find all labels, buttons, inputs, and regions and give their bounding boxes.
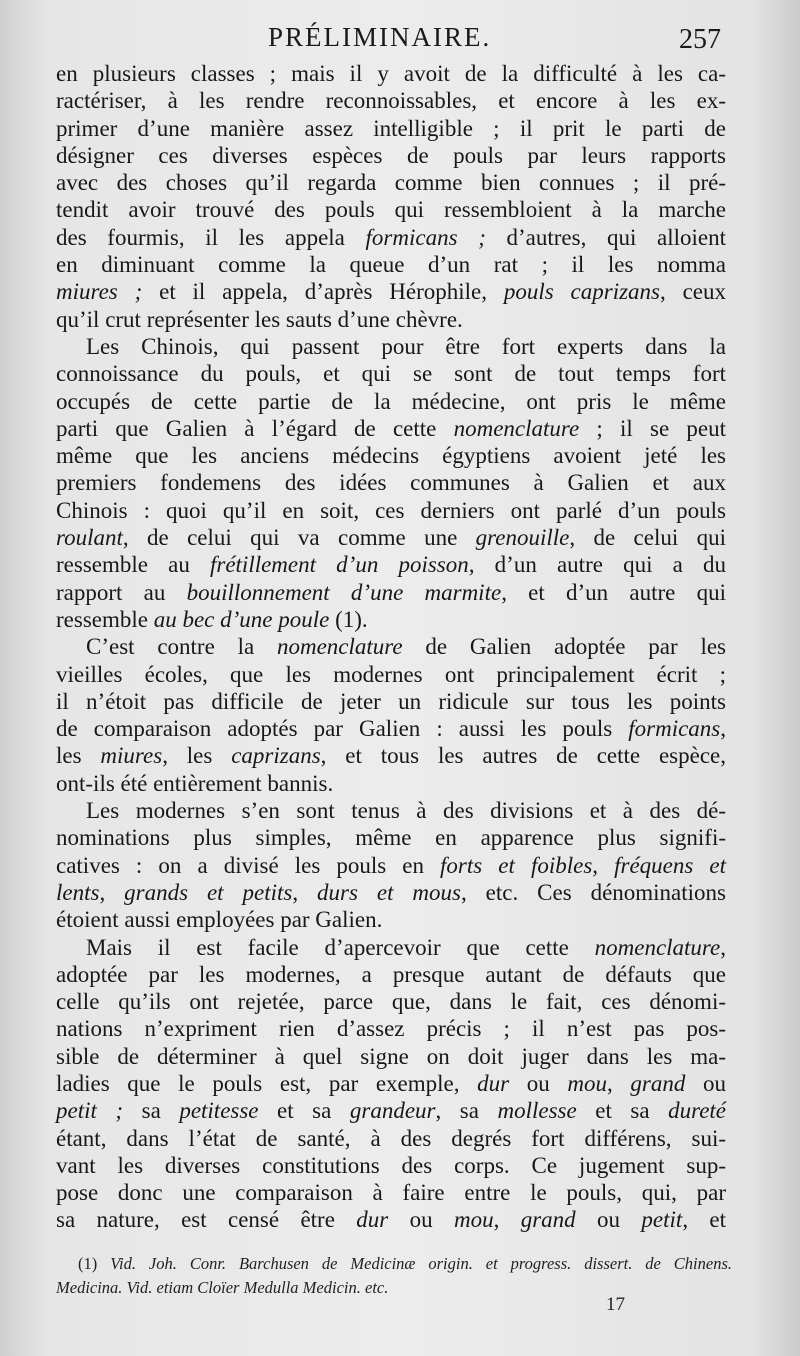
italic-segment: petit ;: [56, 1098, 124, 1124]
text-segment: qu’il crut représenter les sauts d’une chèvre.: [56, 306, 463, 332]
italic-segment: mollesse: [497, 1098, 577, 1124]
text-line: [56, 87, 726, 114]
text-segment: ractériser, à les rendre reconnoissables, et encore à les ex-: [56, 88, 726, 114]
text-line: [56, 1152, 726, 1179]
italic-segment: caprizans: [231, 743, 321, 769]
text-segment: Mais il est facile d’apercevoir que cette: [86, 934, 595, 960]
text-segment: les: [56, 743, 101, 769]
italic-segment: bouillonnement d’une marmite: [186, 579, 502, 605]
text-segment: celle qu’ils ont rejetée, parce que, dans le fait, ces dénomi-: [56, 989, 726, 1015]
text-segment: , et tous les autres de cette espèce,: [320, 743, 726, 769]
text-segment: , d’un autre qui a du: [468, 552, 726, 578]
text-segment: C’est contre la: [86, 634, 277, 660]
text-line: [56, 1043, 726, 1070]
italic-segment: grandeur: [349, 1098, 436, 1124]
italic-segment: pouls caprizans: [503, 279, 660, 305]
text-line: [56, 715, 726, 742]
italic-segment: frétillement d’un poisson: [209, 552, 469, 578]
footnote-italic-segment: Vid. Joh. Conr. Barchusen de Medicinæ origin. et progress. dissert. de Chinens.: [110, 1254, 732, 1273]
text-segment: , etc. Ces dénominations: [460, 879, 727, 905]
text-segment: premiers fondemens des idées communes à Galien et aux: [56, 470, 726, 496]
text-line: [56, 551, 726, 578]
text-segment: ,: [292, 879, 318, 905]
text-line: [56, 961, 726, 988]
text-line: [56, 906, 726, 933]
text-line: [56, 797, 726, 824]
footnotes: [56, 1252, 732, 1300]
text-segment: des fourmis, il les appela: [56, 224, 366, 250]
italic-segment: petitesse: [179, 1098, 259, 1124]
text-segment: ont-ils été entièrement bannis.: [56, 770, 334, 796]
text-segment: sa nature, est censé être: [56, 1207, 357, 1233]
text-line: [56, 1015, 726, 1042]
italic-segment: dur: [356, 1207, 389, 1233]
footnote-segment: (1): [78, 1254, 111, 1273]
italic-segment: fréquens et: [614, 852, 726, 878]
text-segment: ou: [509, 1070, 568, 1096]
text-line: [56, 1097, 726, 1124]
text-segment: ,: [592, 852, 615, 878]
text-segment: de Galien adoptée par les: [402, 634, 726, 660]
text-line: [56, 879, 726, 906]
italic-segment: dureté: [668, 1098, 726, 1124]
text-segment: ou: [685, 1070, 727, 1096]
italic-segment: mou: [453, 1207, 494, 1233]
text-segment: et sa: [258, 1098, 350, 1124]
text-segment: avec des choses qu’il regarda comme bien connues ; il pré-: [56, 170, 726, 196]
text-segment: , de celui qui va comme une: [122, 525, 476, 551]
text-segment: ladies que le pouls est, par exemple,: [56, 1070, 478, 1096]
text-segment: et il appela, d’après Hérophile,: [142, 279, 504, 305]
text-line: [56, 169, 726, 196]
italic-segment: roulant: [56, 525, 123, 551]
text-line: [56, 1206, 726, 1233]
text-line: [56, 988, 726, 1015]
text-segment: en plusieurs classes ; mais il y avoit de la difficulté à les ca-: [56, 61, 726, 86]
text-segment: pose donc une comparaison à faire entre le pouls, qui, par: [56, 1180, 726, 1206]
text-segment: désigner ces diverses espèces de pouls par leurs rapports: [56, 142, 726, 168]
body-text: [56, 60, 726, 1234]
text-line: [56, 333, 726, 360]
italic-segment: nomenclature: [594, 934, 721, 960]
text-line: [56, 1179, 726, 1206]
text-segment: ,: [493, 1207, 521, 1233]
text-segment: étoient aussi employées par Galien.: [56, 907, 383, 933]
text-segment: ,: [607, 1070, 631, 1096]
text-line: [56, 579, 726, 606]
text-line: [56, 251, 726, 278]
italic-segment: mou: [567, 1070, 608, 1096]
text-segment: (1).: [329, 606, 368, 632]
running-head: [0, 22, 800, 56]
italic-segment: grand: [630, 1070, 686, 1096]
italic-segment: dur: [477, 1070, 510, 1096]
italic-segment: formicans ;: [365, 224, 486, 250]
footnote-italic-segment: Medicina. Vid. etiam Cloïer Medulla Medicin. etc.: [56, 1278, 389, 1297]
text-segment: tendit avoir trouvé des pouls qui ressembloient à la marche: [56, 197, 726, 223]
text-segment: Les modernes s’en sont tenus à des divisions et à des dé-: [86, 798, 726, 824]
text-segment: , les: [162, 743, 232, 769]
text-segment: ressemble: [56, 606, 154, 632]
text-segment: primer d’une manière assez intelligible ; il prit le parti de: [56, 115, 726, 141]
italic-segment: durs et mous: [317, 879, 461, 905]
text-line: [56, 442, 726, 469]
text-line: [56, 606, 726, 633]
text-segment: ou: [575, 1207, 642, 1233]
text-segment: sa: [123, 1098, 180, 1124]
text-line: [56, 115, 726, 142]
text-segment: vant les diverses constitutions des corps. Ce jugement sup-: [56, 1152, 726, 1178]
text-segment: il n’étoit pas difficile de jeter un ridicule sur tous les points: [56, 688, 726, 714]
text-line: [56, 852, 726, 879]
text-line: [56, 934, 726, 961]
page-number: 257: [679, 24, 721, 55]
text-segment: parti que Galien à l’égard de cette: [56, 415, 454, 441]
text-segment: , sa: [435, 1098, 498, 1124]
text-line: [56, 524, 726, 551]
text-segment: et sa: [576, 1098, 669, 1124]
text-segment: ,: [99, 879, 125, 905]
text-line: [56, 415, 726, 442]
running-title: PRÉLIMINAIRE.: [268, 22, 492, 52]
italic-segment: au bec d’une poule: [153, 606, 330, 632]
text-line: [56, 770, 726, 797]
italic-segment: petit: [641, 1207, 683, 1233]
text-segment: Les Chinois, qui passent pour être fort experts dans la: [86, 333, 726, 359]
text-segment: connoissance du pouls, et qui se sont de tout temps fort: [56, 361, 726, 387]
text-segment: ressemble au: [56, 552, 210, 578]
text-segment: Chinois : quoi qu’il en soit, ces derniers ont parlé d’un pouls: [56, 497, 726, 523]
text-line: [56, 60, 726, 87]
text-line: [56, 742, 726, 769]
text-segment: vieilles écoles, que les modernes ont principalement écrit ;: [56, 661, 726, 687]
text-line: [56, 688, 726, 715]
text-line: [56, 306, 726, 333]
italic-segment: formicans: [628, 716, 721, 742]
text-segment: sible de déterminer à quel signe on doit juger dans les ma-: [56, 1043, 726, 1069]
italic-segment: nomenclature: [276, 634, 403, 660]
text-segment: même que les anciens médecins égyptiens avoient jeté les: [56, 443, 726, 469]
text-line: [56, 224, 726, 251]
italic-segment: nomenclature: [453, 415, 580, 441]
text-line: [56, 1070, 726, 1097]
text-line: [56, 469, 726, 496]
text-line: [56, 661, 726, 688]
footnote-line: [56, 1276, 732, 1300]
text-segment: d’autres, qui alloient: [485, 224, 726, 250]
text-line: [56, 824, 726, 851]
text-line: [56, 497, 726, 524]
italic-segment: grenouille: [475, 525, 570, 551]
text-line: [56, 388, 726, 415]
italic-segment: grand: [520, 1207, 576, 1233]
text-line: [56, 196, 726, 223]
text-segment: occupés de cette partie de la médecine, ont pris le même: [56, 388, 726, 414]
text-line: [56, 360, 726, 387]
text-segment: de comparaison adoptés par Galien : aussi les pouls: [56, 716, 629, 742]
text-line: [56, 633, 726, 660]
text-line: [56, 1125, 726, 1152]
text-segment: ou: [388, 1207, 454, 1233]
text-segment: en diminuant comme la queue d’un rat ; il les nomma: [56, 252, 726, 278]
text-segment: nations n’expriment rien d’assez précis ; il n’est pas pos-: [56, 1016, 726, 1042]
italic-segment: miures ;: [56, 279, 143, 305]
text-line: [56, 278, 726, 305]
italic-segment: grands et petits: [124, 879, 293, 905]
text-line: [56, 142, 726, 169]
text-segment: ,: [720, 716, 726, 742]
footnote-line: [56, 1252, 732, 1276]
signature-mark: 17: [606, 1294, 625, 1315]
text-segment: étant, dans l’état de santé, à des degrés fort différens, sui-: [56, 1125, 726, 1151]
italic-segment: miures: [100, 743, 163, 769]
text-segment: , de celui qui: [569, 525, 727, 551]
text-segment: catives : on a divisé les pouls en: [56, 852, 441, 878]
text-segment: , et: [682, 1207, 727, 1233]
italic-segment: forts et foibles: [440, 852, 593, 878]
text-segment: , et d’un autre qui: [501, 579, 726, 605]
text-segment: rapport au: [56, 579, 187, 605]
text-segment: adoptée par les modernes, a presque autant de défauts que: [56, 961, 726, 987]
text-segment: ,: [720, 934, 726, 960]
text-segment: ; il se peut: [579, 415, 726, 441]
italic-segment: lents: [56, 879, 100, 905]
text-segment: nominations plus simples, même en apparence plus signifi-: [56, 825, 726, 851]
text-segment: , ceux: [660, 279, 727, 305]
